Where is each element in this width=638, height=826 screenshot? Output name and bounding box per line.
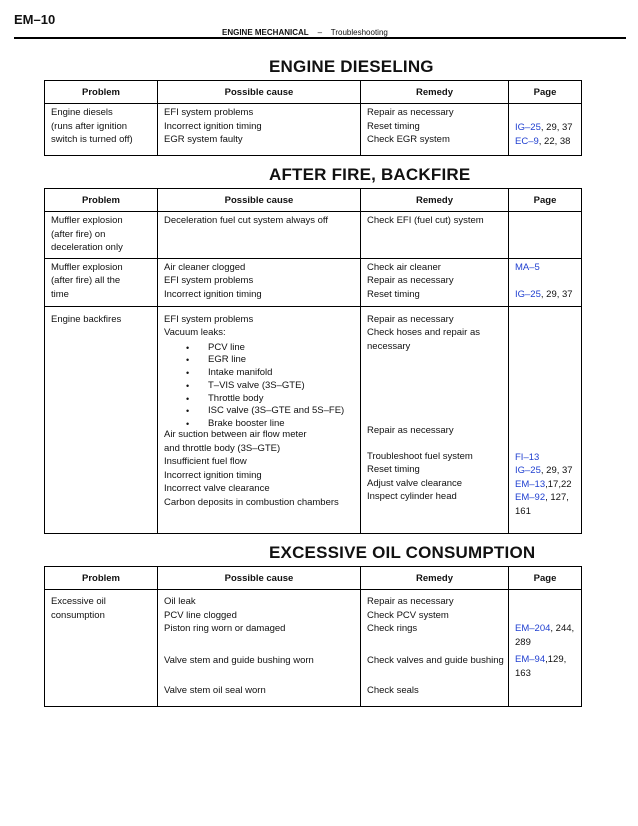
table-row [45,212,582,259]
vacuum-leak-list [164,342,356,432]
remedy-line: Check rings [367,623,418,634]
remedy-line: Inspect cylinder head [367,491,457,502]
page-ref: 161 [515,505,531,517]
page-ref [515,451,577,465]
problem-line: Engine diesels [51,107,113,118]
cause-line: Carbon deposits in combustion chambers [164,496,339,508]
remedy-line: Reset timing [367,464,420,475]
page-ref: EM–92, 127, [515,492,569,503]
header-subsection: Troubleshooting [330,28,388,37]
page-ref: IG–25, 29, 37 [515,465,573,476]
page-link[interactable]: IG–25 [515,288,541,300]
cause-line: Piston ring worn or damaged [164,623,286,634]
section-title-oil: EXCESSIVE OIL CONSUMPTION [269,543,536,562]
page-ref: EM–94,129, [515,654,567,665]
remedy-line: Check EGR system [367,134,450,145]
header-dash: – [317,28,323,37]
remedy-line: Adjust valve clearance [367,477,463,489]
table-dieseling [44,80,582,156]
table-row [45,258,582,306]
table-row [45,590,582,707]
cause-line: Deceleration fuel cut system always off [164,215,329,226]
col-header-problem: Problem [45,567,158,590]
cause-line: Air suction between air flow meter [164,429,307,441]
remedy-line: Repair as necessary [367,275,454,286]
problem-line: (runs after ignition [51,120,128,132]
list-item: • PCV line [208,342,356,355]
running-header [222,28,388,37]
col-header-page: Page [509,189,582,212]
problem-line: deceleration only [51,242,123,253]
cause-line: EFI system problems [164,313,254,325]
problem-line: Engine backfires [51,313,122,325]
remedy-line: Repair as necessary [367,425,454,436]
problem-line: Excessive oil [51,596,106,607]
page-link[interactable]: EM–92 [515,492,546,503]
problem-line: consumption [51,609,105,621]
page-ref [515,261,577,275]
table-afterfire [44,188,582,534]
page-ref: 289 [515,636,531,648]
page-link[interactable]: IG–25 [515,122,541,133]
cause-line: EFI system problems [164,275,254,286]
remedy-line: Check EFI (fuel cut) system [367,215,484,226]
remedy-line: Check air cleaner [367,261,441,273]
cause-line: Incorrect ignition timing [164,120,262,132]
problem-line: (after fire) on [51,228,106,240]
problem-line: time [51,288,69,300]
list-item: • T–VIS valve (3S–GTE) [208,380,356,393]
page-ref: IG–25, 29, 37 [515,288,573,300]
table-row [45,104,582,156]
problem-line: switch is turned off) [51,134,133,145]
cause-line: Insufficient fuel flow [164,456,247,468]
table-oil [44,566,582,707]
header-section: ENGINE MECHANICAL [222,28,309,37]
remedy-line: Repair as necessary [367,313,454,325]
cause-line: and throttle body (3S–GTE) [164,442,281,454]
section-title-afterfire: AFTER FIRE, BACKFIRE [269,165,471,184]
page-link[interactable]: EM–94 [515,654,546,665]
list-item: • EGR line [208,354,356,367]
page-ref: EM–204, 244, [515,623,575,634]
list-item: • Intake manifold [208,367,356,380]
cause-line: Incorrect ignition timing [164,469,262,481]
problem-line: (after fire) all the [51,275,121,286]
remedy-line: Repair as necessary [367,596,454,607]
cause-line: Incorrect valve clearance [164,483,270,495]
col-header-problem: Problem [45,81,158,104]
col-header-cause: Possible cause [158,189,361,212]
col-header-remedy: Remedy [361,189,509,212]
page-ref: 163 [515,667,531,679]
problem-line: Muffler explosion [51,215,123,226]
cause-line: EGR system faulty [164,134,243,145]
remedy-line: Troubleshoot fuel system [367,450,473,462]
section-title-dieseling: ENGINE DIESELING [269,57,434,76]
page-link[interactable]: FI–13 [515,451,540,463]
page-ref: EM–13,17,22 [515,478,572,490]
remedy-line: Check PCV system [367,609,449,621]
cause-line: Valve stem oil seal worn [164,685,266,696]
page-ref: IG–25, 29, 37 [515,122,573,133]
col-header-cause: Possible cause [158,567,361,590]
remedy-line: Repair as necessary [367,107,454,118]
problem-line: Muffler explosion [51,261,123,273]
page-link[interactable]: EC–9 [515,135,539,147]
remedy-line: Reset timing [367,120,420,132]
remedy-line: necessary [367,340,411,352]
cause-line: Air cleaner clogged [164,261,246,273]
remedy-line: Check valves and guide bushing [367,654,504,666]
cause-line: Oil leak [164,596,196,607]
header-rule [14,37,626,39]
col-header-page: Page [509,81,582,104]
col-header-remedy: Remedy [361,567,509,590]
page-link[interactable]: MA–5 [515,261,540,273]
remedy-line: Check seals [367,685,419,696]
page-link[interactable]: EM–204 [515,623,551,634]
col-header-problem: Problem [45,189,158,212]
cause-line: PCV line clogged [164,609,237,621]
cause-line: EFI system problems [164,107,254,118]
list-item: • ISC valve (3S–GTE and 5S–FE) [208,405,356,418]
col-header-remedy: Remedy [361,81,509,104]
page-link[interactable]: EM–13 [515,478,546,490]
cause-line: Vacuum leaks: [164,327,226,338]
page-ref: EC–9, 22, 38 [515,135,571,147]
cause-line: Incorrect ignition timing [164,288,262,300]
page-link[interactable]: IG–25 [515,465,541,476]
list-item: • Brake booster line [208,418,356,431]
list-item: • Throttle body [208,393,356,406]
remedy-line: Check hoses and repair as [367,327,481,338]
page-number: EM–10 [14,12,56,27]
col-header-cause: Possible cause [158,81,361,104]
table-row [45,306,582,533]
cause-line: Valve stem and guide bushing worn [164,654,314,666]
col-header-page: Page [509,567,582,590]
remedy-line: Reset timing [367,288,420,300]
